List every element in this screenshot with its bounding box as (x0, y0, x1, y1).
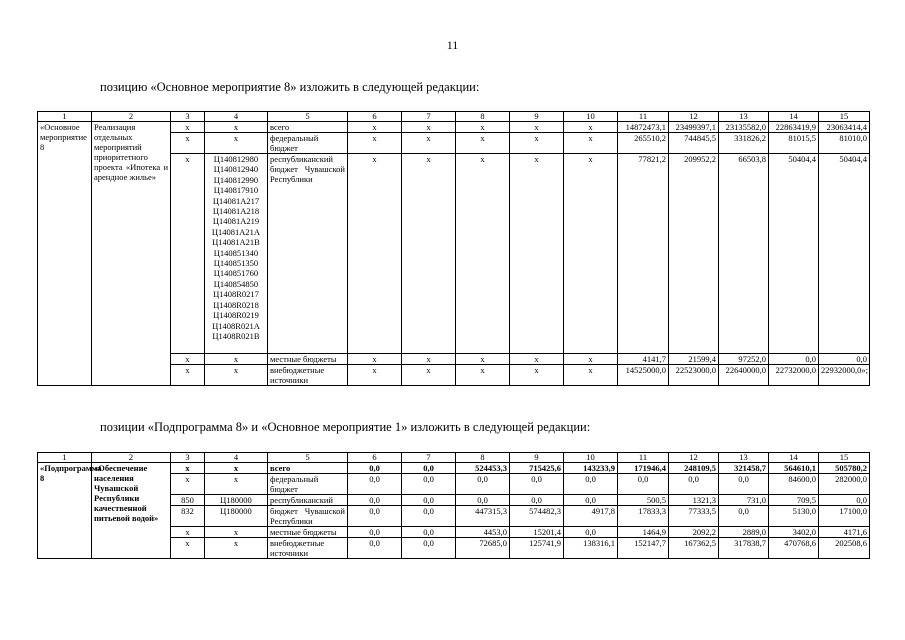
program-status-cell: «Подпрограмма 8 (38, 463, 92, 559)
table-cell: 4141,7 (618, 354, 669, 365)
header-cell: 8 (456, 112, 510, 122)
table-cell: 23135582,0 (719, 122, 769, 133)
table-cell: 0,0 (402, 527, 456, 538)
table-cell: 22640000,0 (719, 365, 769, 386)
table-cell: 125741,9 (510, 538, 564, 559)
table-cell: 0,0 (402, 474, 456, 495)
table-cell: 574482,3 (510, 506, 564, 527)
table-cell: 321458,7 (719, 463, 769, 474)
budget-code: Ц140854850 (213, 278, 259, 289)
budget-code: Ц1408R0217 (213, 289, 259, 300)
header-cell: 14 (769, 453, 819, 463)
table-cell: 0,0 (719, 474, 769, 495)
table-row (38, 463, 870, 474)
table-cell: х (171, 538, 205, 559)
table-cell: 22932000,0»; (819, 365, 870, 386)
table-cell: 0,0 (348, 506, 402, 527)
table-cell: 1321,3 (669, 495, 719, 506)
header-cell: 2 (92, 112, 171, 122)
table-cell: 0,0 (510, 495, 564, 506)
table-cell: 0,0 (348, 474, 402, 495)
budget-code: Ц1408R0218 (213, 299, 259, 310)
table-cell: 0,0 (456, 474, 510, 495)
table-cell: 0,0 (564, 495, 618, 506)
header-cell: 10 (564, 453, 618, 463)
table-cell: федеральный бюджет (268, 133, 348, 154)
header-cell: 7 (402, 453, 456, 463)
table-cell: 331826,2 (719, 133, 769, 154)
table-cell: 97252,0 (719, 354, 769, 365)
table-cell: 709,5 (769, 495, 819, 506)
table-cell: х (510, 365, 564, 386)
table-cell: х (402, 154, 456, 354)
table-cell: 202508,6 (819, 538, 870, 559)
table-cell: х (510, 154, 564, 354)
table-cell: 3402,0 (769, 527, 819, 538)
table-cell: 4453,0 (456, 527, 510, 538)
table-cell: 0,0 (348, 527, 402, 538)
program-name-cell: Реализация отдельных мероприятий приоритетного проекта «Ипотека и арендное жилье» (92, 122, 171, 386)
header-cell: 1 (38, 112, 92, 122)
table-cell: х (205, 538, 268, 559)
table-cell: х (564, 133, 618, 154)
table-cell: х (348, 133, 402, 154)
table-cell: х (205, 122, 268, 133)
budget-code: Ц14081А21В (212, 237, 260, 248)
table-cell: 14525000,0 (618, 365, 669, 386)
table-cell: х (456, 154, 510, 354)
budget-codes-cell (205, 154, 268, 354)
table-cell: всего (268, 122, 348, 133)
table-cell: 0,0 (510, 474, 564, 495)
budget-code: Ц14081А21А (211, 226, 261, 237)
table-cell: 0,0 (819, 495, 870, 506)
table-cell: 731,0 (719, 495, 769, 506)
table-cell: 50404,4 (819, 154, 870, 354)
table-cell: х (402, 365, 456, 386)
table-cell: х (510, 122, 564, 133)
table-cell: х (510, 354, 564, 365)
table-cell: х (564, 122, 618, 133)
header-cell: 2 (92, 453, 171, 463)
table-cell: 265510,2 (618, 133, 669, 154)
table-cell: 77333,5 (669, 506, 719, 527)
table-row (38, 122, 870, 133)
table-cell: 5130,0 (769, 506, 819, 527)
table-cell: 167362,5 (669, 538, 719, 559)
table-cell: местные бюджеты (268, 527, 348, 538)
budget-code: Ц14081А218 (212, 206, 260, 217)
table-cell: Ц180000 (205, 495, 268, 506)
table-cell: х (510, 133, 564, 154)
header-cell: 5 (268, 112, 348, 122)
table-header-row (38, 112, 870, 122)
table-cell: 0,0 (564, 474, 618, 495)
table-cell: 0,0 (819, 354, 870, 365)
table-cell: 81010,0 (819, 133, 870, 154)
table-cell: местные бюджеты (268, 354, 348, 365)
program-status-cell: «Основное мероприятие 8 (38, 122, 92, 386)
table-cell: 0,0 (719, 506, 769, 527)
table-cell: 14872473,1 (618, 122, 669, 133)
table-cell: Ц180000 (205, 506, 268, 527)
table-cell: 564610,1 (769, 463, 819, 474)
table-cell: 138316,1 (564, 538, 618, 559)
table-cell: х (564, 154, 618, 354)
header-cell: 4 (205, 112, 268, 122)
header-cell: 11 (618, 453, 669, 463)
table-cell: х (402, 133, 456, 154)
header-cell: 8 (456, 453, 510, 463)
table-cell: 17833,3 (618, 506, 669, 527)
table-cell: бюджет Чувашской Республики (268, 506, 348, 527)
table-cell: х (205, 354, 268, 365)
table-cell: х (348, 365, 402, 386)
table-cell: 84600,0 (769, 474, 819, 495)
program-name-cell: «Обеспечение населения Чувашской Республики качественной питьевой водой» (92, 463, 171, 559)
table-cell: 282000,0 (819, 474, 870, 495)
paragraph-intro-1: позицию «Основное мероприятие 8» изложить в следующей редакции: (100, 80, 480, 94)
header-cell: 4 (205, 453, 268, 463)
header-cell: 12 (669, 453, 719, 463)
table-cell: х (205, 365, 268, 386)
paragraph-intro-2: позиции «Подпрограмма 8» и «Основное мероприятие 1» изложить в следующей редакции: (100, 420, 591, 434)
header-cell: 3 (171, 112, 205, 122)
table-cell: 81015,5 (769, 133, 819, 154)
table-cell: 4917,8 (564, 506, 618, 527)
table-cell: 152147,7 (618, 538, 669, 559)
header-cell: 6 (348, 453, 402, 463)
header-cell: 12 (669, 112, 719, 122)
table-cell: х (564, 354, 618, 365)
table-cell: 0,0 (348, 495, 402, 506)
table-cell: 72685,0 (456, 538, 510, 559)
table-cell: 23063414,4 (819, 122, 870, 133)
table-cell: 15201,4 (510, 527, 564, 538)
table-cell: 0,0 (402, 538, 456, 559)
table-cell: х (348, 122, 402, 133)
budget-code: Ц140851340 (213, 247, 259, 258)
table-main-event-8 (37, 111, 870, 386)
table-cell: 447315,3 (456, 506, 510, 527)
budget-code: Ц140817910 (213, 185, 259, 196)
table-subprogram-8 (37, 452, 870, 559)
table-cell: х (348, 154, 402, 354)
table-cell: 500,5 (618, 495, 669, 506)
budget-code: Ц14081А217 (212, 195, 260, 206)
header-cell: 1 (38, 453, 92, 463)
table-cell: х (205, 474, 268, 495)
header-cell: 3 (171, 453, 205, 463)
table-cell: 0,0 (564, 527, 618, 538)
table-cell: 0,0 (402, 495, 456, 506)
table-cell: 0,0 (669, 474, 719, 495)
budget-code: Ц1408R0219 (213, 310, 259, 321)
budget-code: Ц14081А219 (212, 216, 260, 227)
table-cell: х (171, 463, 205, 474)
table-cell: х (456, 133, 510, 154)
header-cell: 7 (402, 112, 456, 122)
table-cell: х (456, 354, 510, 365)
table-cell: х (171, 122, 205, 133)
budget-code: Ц140812990 (213, 174, 259, 185)
table-cell: х (564, 365, 618, 386)
table-cell: федеральный бюджет (268, 474, 348, 495)
table-cell: х (402, 122, 456, 133)
budget-code: Ц1408R021В (212, 330, 260, 341)
table-cell: х (171, 354, 205, 365)
table-cell: 171946,4 (618, 463, 669, 474)
table-cell: 209952,2 (669, 154, 719, 354)
table-cell: 0,0 (348, 463, 402, 474)
table-cell: внебюджетные источники (268, 538, 348, 559)
table-cell: 505780,2 (819, 463, 870, 474)
budget-code: Ц140812940 (213, 164, 259, 175)
table-cell: 744845,5 (669, 133, 719, 154)
table-cell: х (402, 354, 456, 365)
table-cell: всего (268, 463, 348, 474)
table-cell: 4171,6 (819, 527, 870, 538)
budget-code: Ц140851760 (213, 268, 259, 279)
table-cell: х (171, 133, 205, 154)
table-cell: 317838,7 (719, 538, 769, 559)
header-cell: 13 (719, 453, 769, 463)
budget-code: Ц140851350 (213, 258, 259, 269)
table-cell: 470768,6 (769, 538, 819, 559)
header-cell: 15 (819, 453, 870, 463)
header-cell: 10 (564, 112, 618, 122)
table-cell: 832 (171, 506, 205, 527)
table-cell: х (171, 527, 205, 538)
table-cell: х (456, 122, 510, 133)
table-cell: 0,0 (456, 495, 510, 506)
table-cell: 524453,3 (456, 463, 510, 474)
header-cell: 14 (769, 112, 819, 122)
table-cell: 17100,0 (819, 506, 870, 527)
table-cell: 2092,2 (669, 527, 719, 538)
table-cell: республиканский бюджет Чувашской Республики (268, 154, 348, 354)
table-cell: 143233,9 (564, 463, 618, 474)
header-cell: 9 (510, 112, 564, 122)
table-cell: 23499397,1 (669, 122, 719, 133)
table-cell: 22863419,9 (769, 122, 819, 133)
table-cell: х (456, 365, 510, 386)
page-number: 11 (446, 38, 459, 52)
table-cell: 1464,9 (618, 527, 669, 538)
header-cell: 9 (510, 453, 564, 463)
table-cell: 0,0 (402, 506, 456, 527)
table-cell: 850 (171, 495, 205, 506)
header-cell: 11 (618, 112, 669, 122)
table-cell: республиканский (268, 495, 348, 506)
table-cell: 0,0 (402, 463, 456, 474)
table-cell: х (171, 365, 205, 386)
table-cell: 21599,4 (669, 354, 719, 365)
table-cell: 22523000,0 (669, 365, 719, 386)
table-cell: 0,0 (769, 354, 819, 365)
budget-code: Ц1408R021А (212, 320, 260, 331)
table-cell: внебюджетные источники (268, 365, 348, 386)
budget-code: Ц140812980 (213, 154, 259, 164)
table-header-row (38, 453, 870, 463)
table-cell: 248109,5 (669, 463, 719, 474)
table-cell: х (171, 474, 205, 495)
table-cell: х (205, 133, 268, 154)
table-cell: 77821,2 (618, 154, 669, 354)
table-cell: 50404,4 (769, 154, 819, 354)
table-cell: х (205, 463, 268, 474)
table-cell: 22732000,0 (769, 365, 819, 386)
table-cell: х (205, 527, 268, 538)
table-cell: 66503,8 (719, 154, 769, 354)
table-cell: 2889,0 (719, 527, 769, 538)
table-cell: 0,0 (618, 474, 669, 495)
header-cell: 5 (268, 453, 348, 463)
table-cell: х (348, 354, 402, 365)
table-cell: 715425,6 (510, 463, 564, 474)
header-cell: 6 (348, 112, 402, 122)
header-cell: 15 (819, 112, 870, 122)
header-cell: 13 (719, 112, 769, 122)
table-cell: 0,0 (348, 538, 402, 559)
table-cell: х (171, 154, 205, 354)
